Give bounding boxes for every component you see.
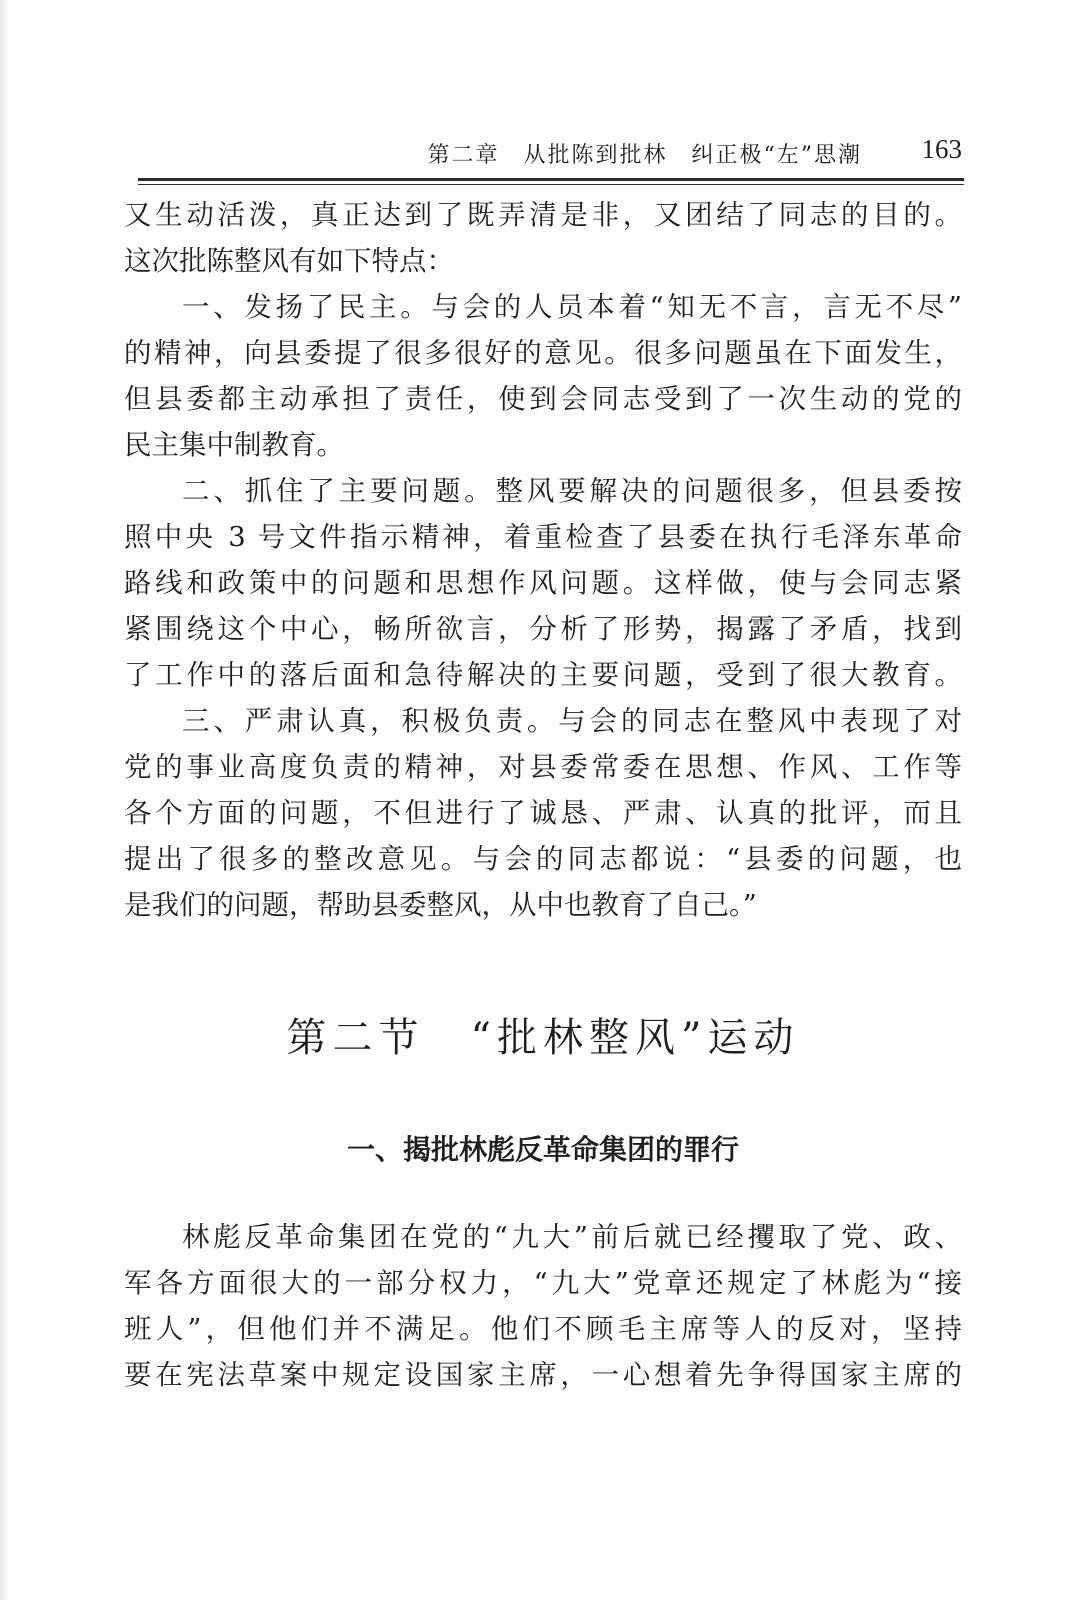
page-number: 163 [921,134,962,164]
running-head-title: 第二章 从批陈到批林 纠正极“左”思潮 [427,143,862,168]
header-rule-thick [138,178,964,181]
text-line: 提出了很多的整改意见。与会的同志都说：“县委的问题，也 [124,843,962,875]
running-header [124,134,962,174]
text-line: 军各方面很大的一部分权力，“九大”党章还规定了林彪为“接 [124,1267,962,1299]
text-line: 林彪反革命集团在党的“九大”前后就已经攫取了党、政、 [182,1221,962,1253]
text-line: 各个方面的问题，不但进行了诚恳、严肃、认真的批评，而且 [124,797,962,829]
text-line: 一、发扬了民主。与会的人员本着“知无不言，言无不尽” [182,291,962,323]
paragraph-block-1 [124,192,962,928]
section-title: 第二节 “批林整风”运动 [286,1015,800,1061]
text-line: 的精神，向县委提了很多很好的意见。很多问题虽在下面发生， [124,337,962,369]
text-line: 照中央 3 号文件指示精神，着重检查了县委在执行毛泽东革命 [124,521,962,553]
text-line: 紧围绕这个中心，畅所欲言，分析了形势，揭露了矛盾，找到 [124,613,962,645]
page-edge-shadow [0,0,10,1600]
text-line: 二、抓住了主要问题。整风要解决的问题很多，但县委按 [182,475,962,507]
header-rule-thin [138,184,964,185]
text-line: 是我们的问题，帮助县委整风，从中也教育了自己。” [124,889,757,921]
text-line: 要在宪法草案中规定设国家主席，一心想着先争得国家主席的 [124,1359,962,1391]
text-line: 三、严肃认真，积极负责。与会的同志在整风中表现了对 [182,705,962,737]
text-line: 这次批陈整风有如下特点： [124,245,454,277]
text-line: 又生动活泼，真正达到了既弄清是非，又团结了同志的目的。 [124,199,962,231]
text-line: 了工作中的落后面和急待解决的主要问题，受到了很大教育。 [124,659,962,691]
text-line: 路线和政策中的问题和思想作风问题。这样做，使与会同志紧 [124,567,962,599]
subsection-title: 一、揭批林彪反革命集团的罪行 [346,1133,739,1166]
paragraph-block-2 [124,1214,962,1398]
text-line: 党的事业高度负责的精神，对县委常委在思想、作风、工作等 [124,751,962,783]
text-line: 但县委都主动承担了责任，使到会同志受到了一次生动的党的 [124,383,962,415]
text-line: 民主集中制教育。 [124,429,344,461]
text-line: 班人”，但他们并不满足。他们不顾毛主席等人的反对，坚持 [124,1313,962,1345]
